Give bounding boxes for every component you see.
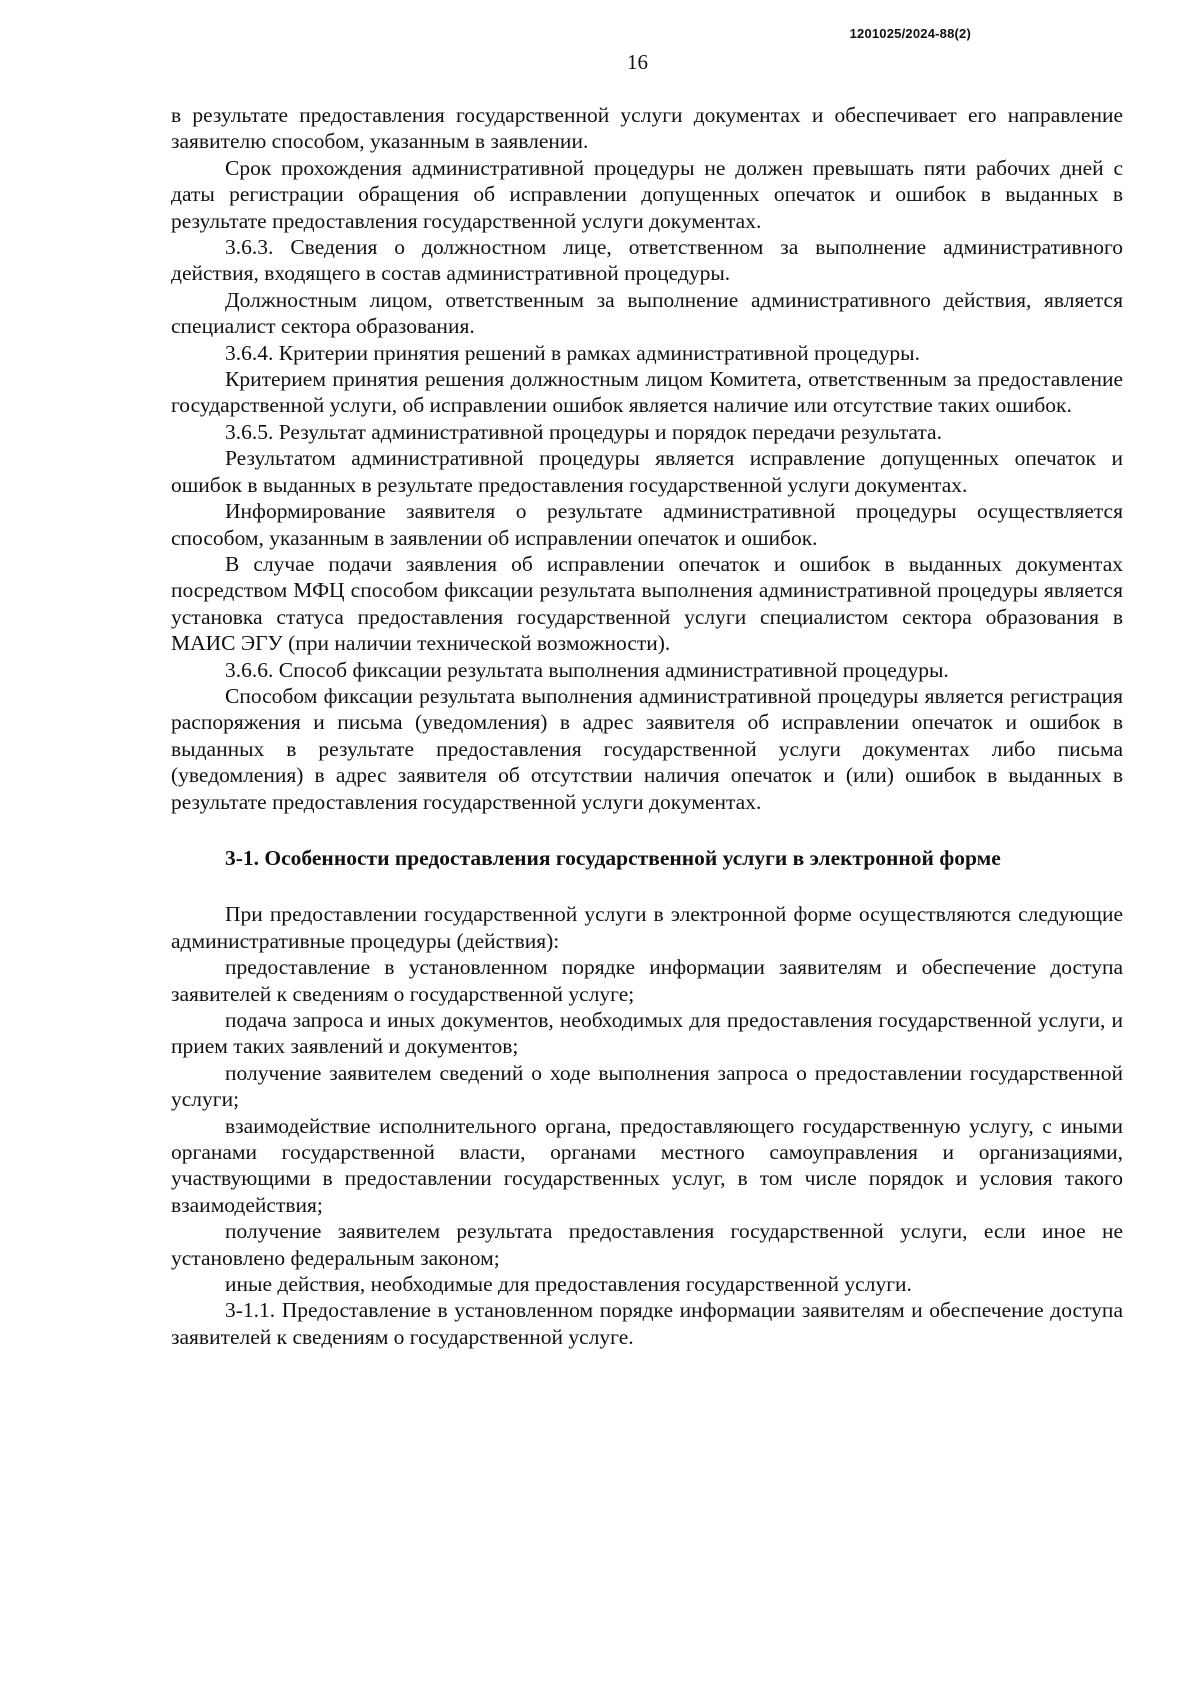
document-body — [171, 102, 1123, 1350]
paragraph: Способом фиксации результата выполнения административной процедуры является регистрация распоряжения и письма (уведомления) в адрес заявителя об исправлении опечаток и ошибок в выданных в результате предоставления государственной услуги документах либо письма (уведомления) в адрес заявителя об отсутствии наличия опечаток и (или) ошибок в выданных в результате предоставления государственной услуги документах. — [171, 683, 1123, 814]
paragraph: При предоставлении государственной услуги в электронной форме осуществляются следующие административные процедуры (действия): — [171, 902, 1123, 953]
subsection-title: 3-1.1. Предоставление в установленном порядке информации заявителям и обеспечение доступа заявителей к сведениям о государственной услуге. — [171, 1298, 1123, 1349]
subsection-title: 3.6.4. Критерии принятия решений в рамках административной процедуры. — [225, 340, 921, 365]
paragraph: Информирование заявителя о результате административной процедуры осуществляется способом, указанным в заявлении об исправлении опечаток и ошибок. — [171, 499, 1123, 550]
paragraph: Критерием принятия решения должностным лицом Комитета, ответственным за предоставление государственной услуги, об исправлении ошибок является наличие или отсутствие таких ошибок. — [171, 367, 1123, 418]
page-number: 16 — [627, 50, 648, 74]
subsection-title: 3.6.5. Результат административной процедуры и порядок передачи результата. — [225, 419, 942, 444]
paragraph: в результате предоставления государственной услуги документах и обеспечивает его направление заявителю способом, указанным в заявлении. — [171, 103, 1123, 154]
list-item: получение заявителем сведений о ходе выполнения запроса о предоставлении государственной услуги; — [171, 1060, 1123, 1112]
list-item: взаимодействие исполнительного органа, предоставляющего государственную услугу, с иными органами государственной власти, органами местного самоуправления и организациями, участвующими в предоставлении государственных услуг, в том числе порядок и условия такого взаимодействия; — [171, 1113, 1123, 1217]
document-registration-number: 1201025/2024-88(2) — [849, 26, 971, 41]
list-item: предоставление в установленном порядке информации заявителям и обеспечение доступа заявителей к сведениям о государственной услуге; — [171, 955, 1123, 1006]
paragraph: В случае подачи заявления об исправлении опечаток и ошибок в выданных документах посредством МФЦ способом фиксации результата выполнения административной процедуры является установка статуса предоставления государственной услуги специалистом сектора образования в МАИС ЭГУ (при наличии технической возможности). — [171, 551, 1123, 656]
section-heading: 3-1. Особенности предоставления государственной услуги в электронной форме — [225, 845, 1001, 870]
list-item: получение заявителем результата предоставления государственной услуги, если иное не установлено федеральным законом; — [171, 1219, 1123, 1270]
paragraph: Срок прохождения административной процедуры не должен превышать пяти рабочих дней с даты регистрации обращения об исправлении допущенных опечаток и ошибок в выданных в результате предоставления государственной услуги документах. — [171, 155, 1123, 233]
list-item: иные действия, необходимые для предоставления государственной услуги. — [225, 1272, 912, 1297]
paragraph: Должностным лицом, ответственным за выполнение административного действия, является специалист сектора образования. — [171, 287, 1123, 339]
list-item: подача запроса и иных документов, необходимых для предоставления государственной услуги, и прием таких заявлений и документов; — [171, 1008, 1123, 1059]
subsection-title: 3.6.3. Сведения о должностном лице, ответственном за выполнение административного действия, входящего в состав административной процедуры. — [171, 235, 1123, 286]
subsection-title: 3.6.6. Способ фиксации результата выполнения административной процедуры. — [225, 657, 949, 682]
paragraph: Результатом административной процедуры является исправление допущенных опечаток и ошибок в выданных в результате предоставления государственной услуги документах. — [171, 446, 1123, 497]
